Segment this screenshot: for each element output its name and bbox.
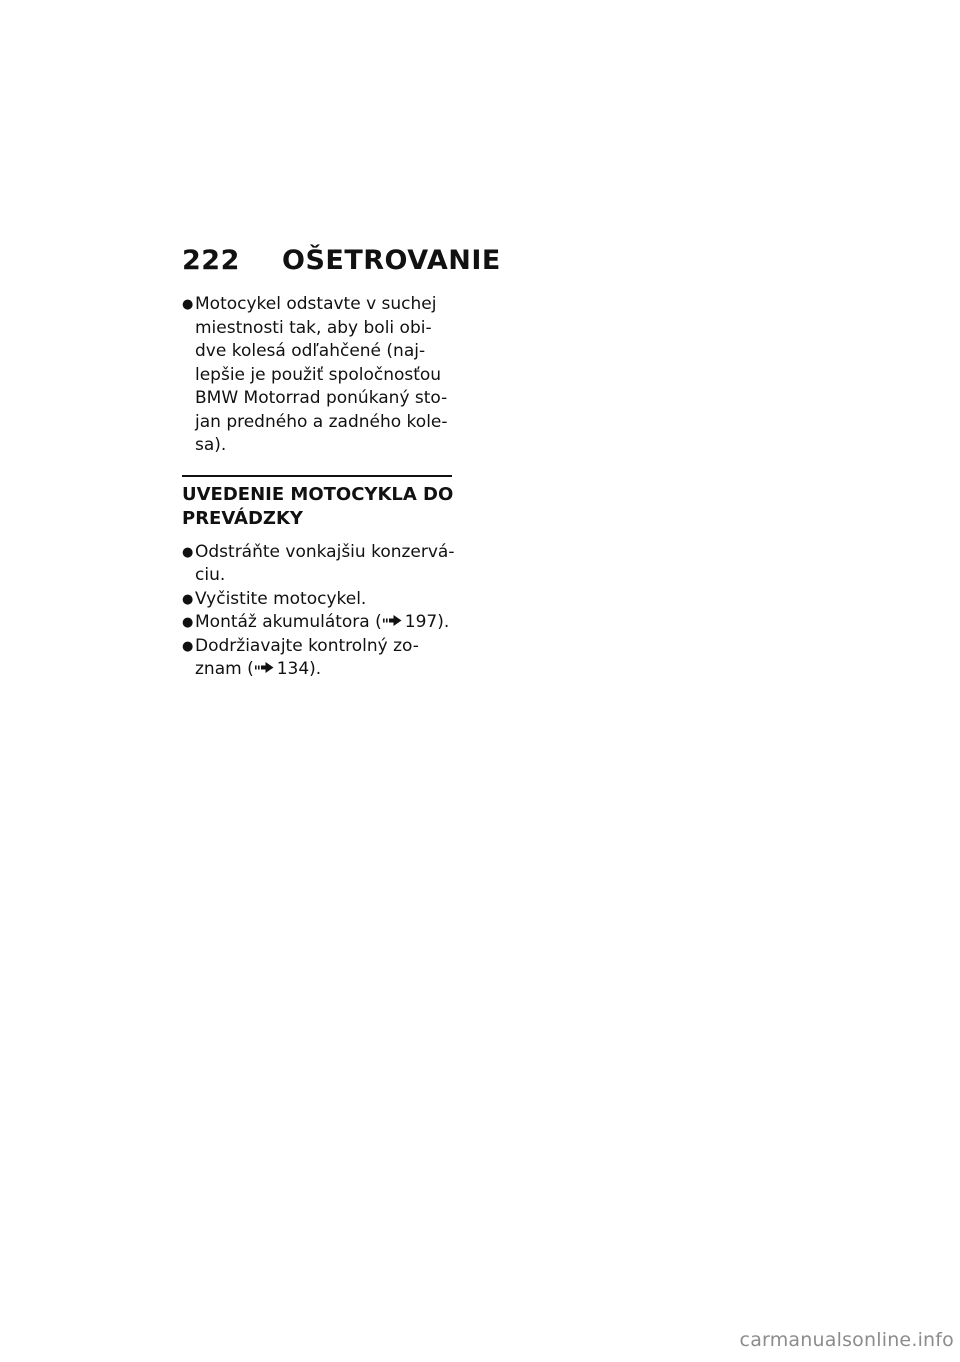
- heading-line: PREVÁDZKY: [182, 507, 303, 529]
- page-reference-arrow-icon: [255, 662, 274, 673]
- page-number: 222: [182, 245, 240, 276]
- content-column: [182, 293, 455, 682]
- text-line: sa).: [195, 435, 227, 455]
- text-line: Odstráňte vonkajšiu konzervá-: [195, 541, 455, 562]
- text-line: Vyčistite motocykel.: [195, 588, 367, 609]
- text-line: lepšie je použiť spoločnosťou: [195, 364, 442, 385]
- section-heading: [182, 483, 452, 531]
- text-line: miestnosti tak, aby boli obi-: [195, 317, 432, 338]
- bullet-icon: ●: [182, 544, 194, 560]
- list-item: [182, 293, 452, 458]
- bullet-icon: ●: [182, 591, 194, 607]
- bullet-icon: ●: [182, 297, 194, 312]
- bullet-icon: ●: [182, 638, 194, 654]
- page-reference-link[interactable]: [254, 659, 309, 679]
- text-line: jan predného a zadného kole-: [195, 411, 448, 432]
- storage-list: [182, 293, 452, 458]
- text-line: Motocykel odstavte v suchej: [195, 294, 437, 314]
- bullet-icon: ●: [182, 615, 194, 630]
- item-text-suffix: ).: [309, 659, 322, 679]
- section-divider: [182, 475, 452, 477]
- list-item: [182, 541, 455, 588]
- page-reference-number: 197: [404, 612, 438, 632]
- list-item: [182, 588, 452, 612]
- heading-line: UVEDENIE MOTOCYKLA DO: [182, 483, 454, 505]
- text-line: [195, 658, 452, 682]
- item-text: znam (: [195, 659, 254, 679]
- page-reference-number: 134: [276, 659, 310, 679]
- text-line: ciu.: [195, 565, 226, 585]
- page-reference-link[interactable]: [382, 612, 437, 632]
- list-item: [182, 611, 452, 635]
- item-text-suffix: ).: [437, 612, 450, 632]
- text-line: [195, 611, 452, 635]
- watermark: carmanualsonline.info: [739, 1329, 954, 1351]
- text-line: dve kolesá odľahčené (naj-: [195, 341, 426, 361]
- text-line: Dodržiavajte kontrolný zo-: [195, 635, 419, 656]
- text-line: BMW Motorrad ponúkaný sto-: [195, 388, 448, 408]
- operation-list: [182, 541, 455, 682]
- item-text: Montáž akumulátora (: [195, 612, 382, 632]
- page-header: [182, 245, 502, 281]
- page-reference-arrow-icon: [383, 615, 402, 626]
- list-item: [182, 635, 452, 682]
- chapter-title: OŠETROVANIE: [282, 245, 501, 276]
